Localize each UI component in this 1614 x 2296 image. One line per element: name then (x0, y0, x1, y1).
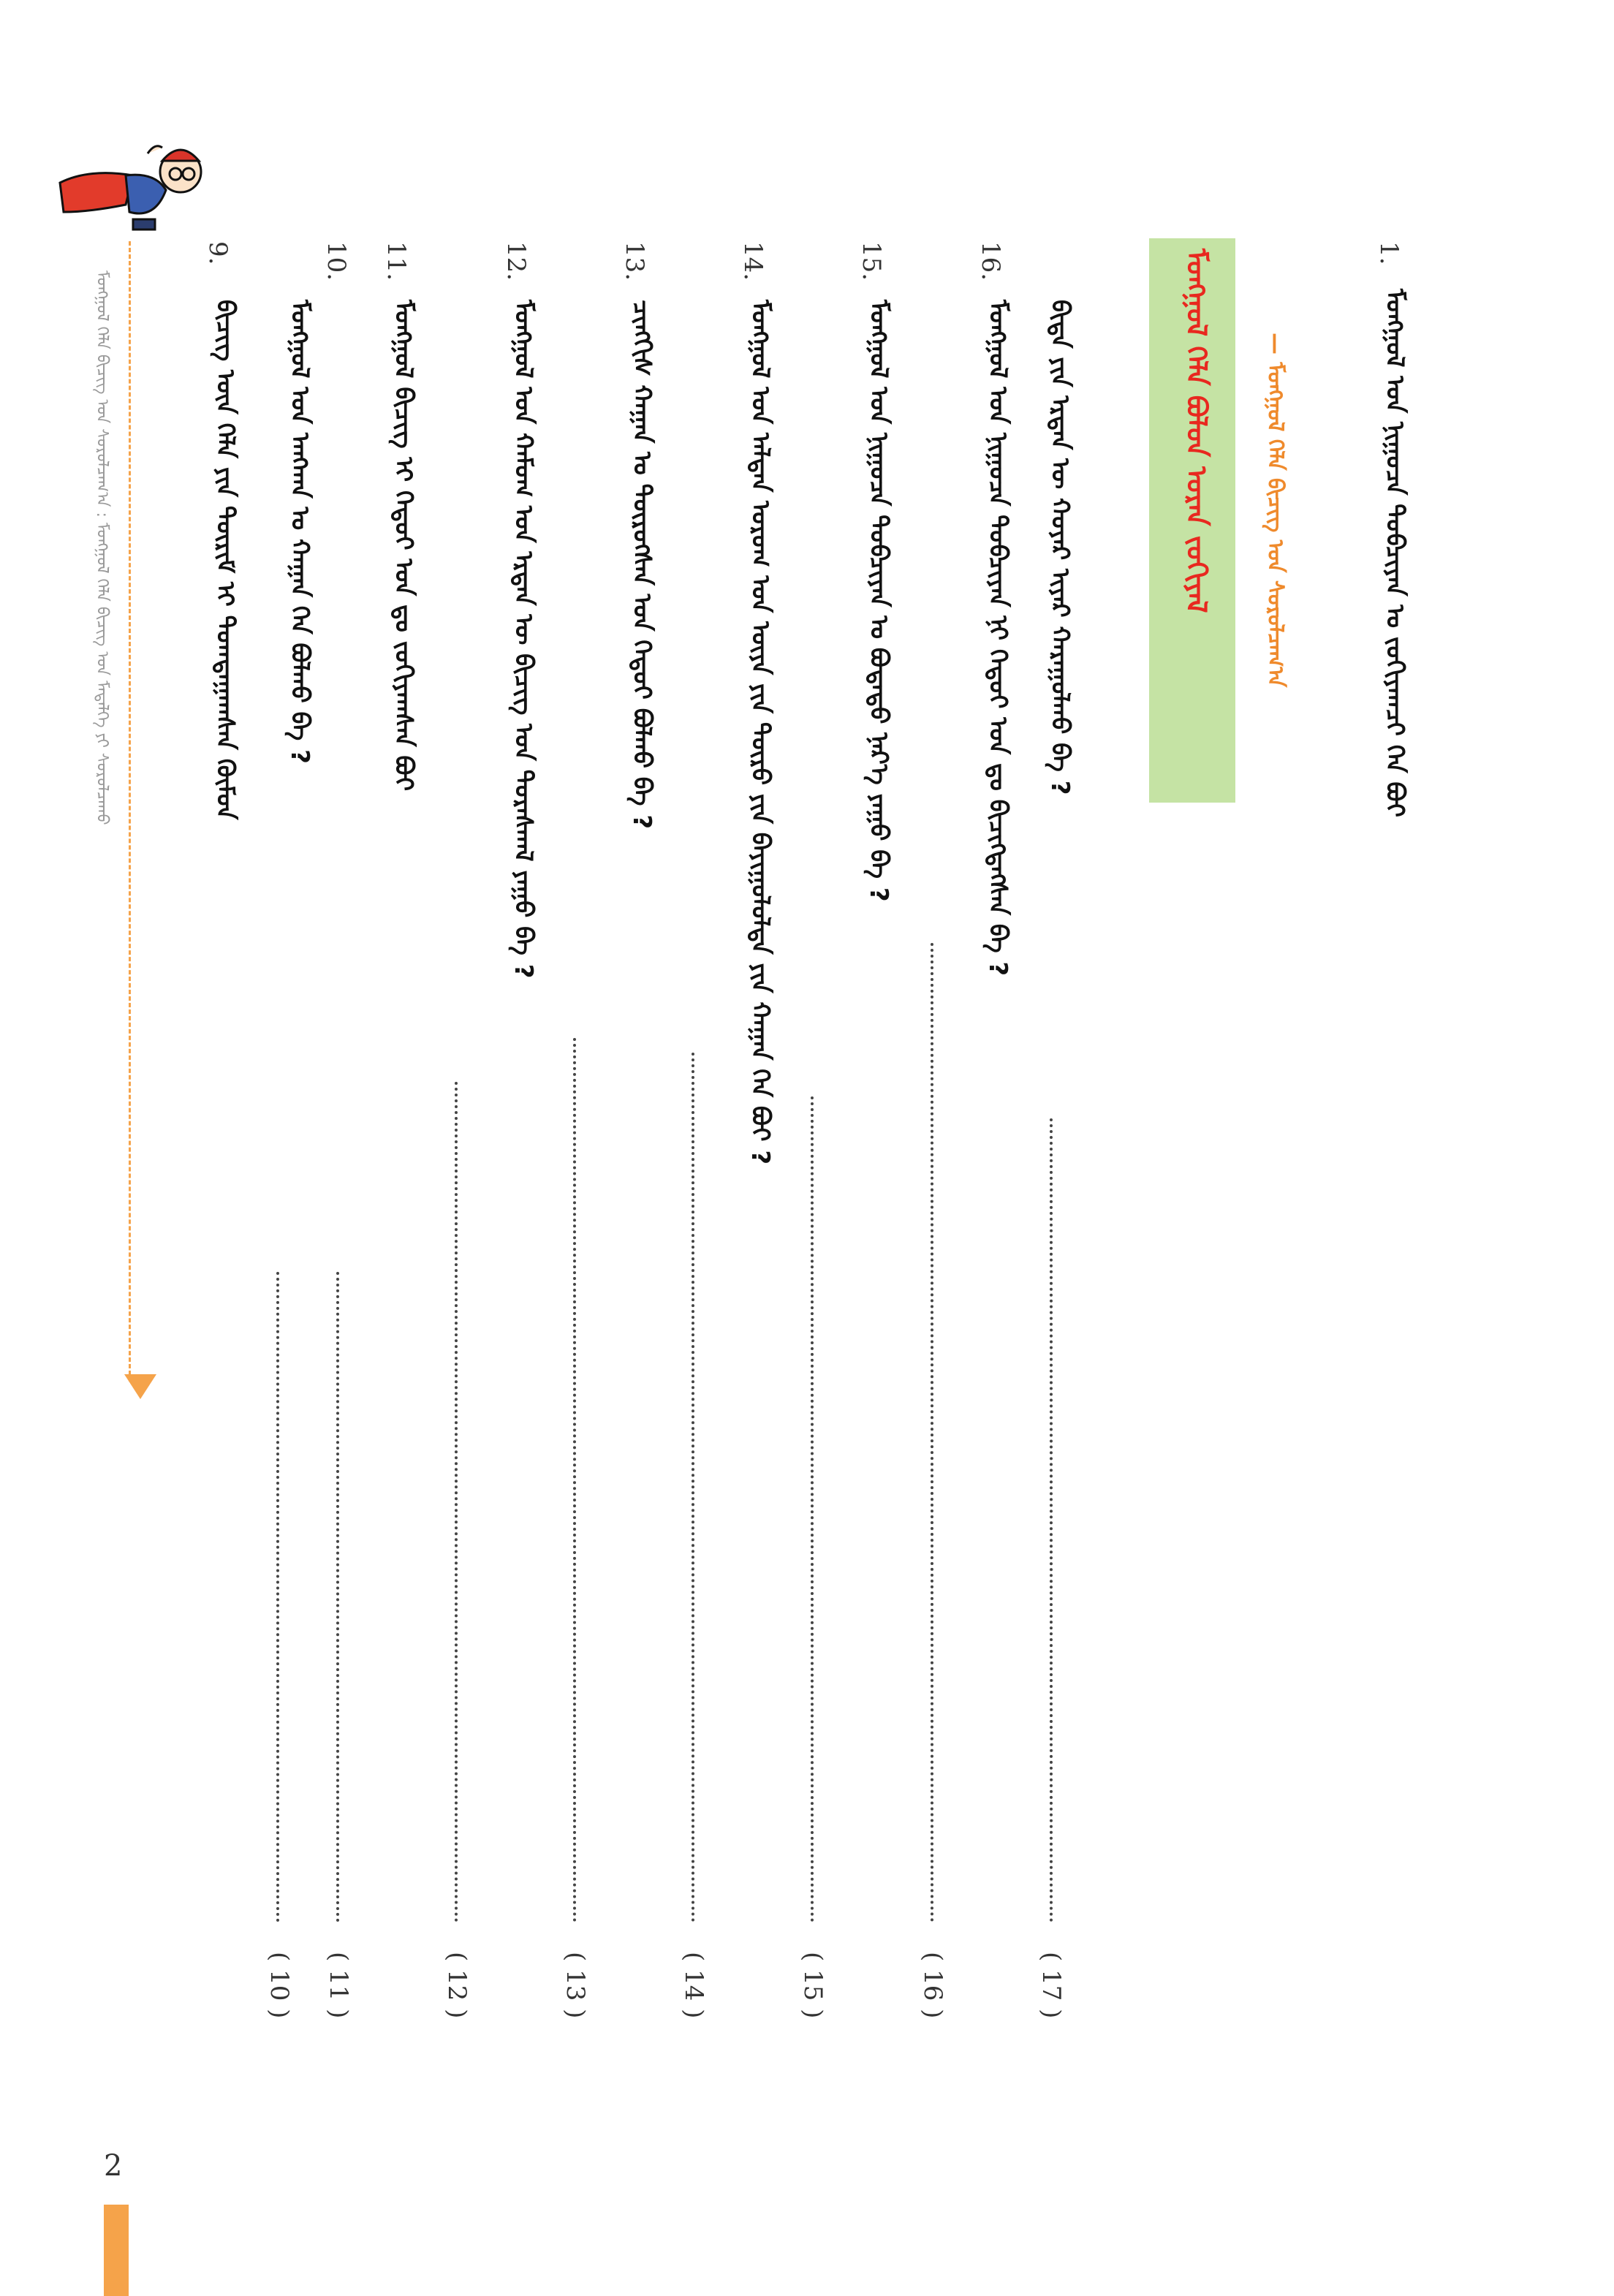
question-number: 10. (322, 241, 351, 281)
answer-number: ( 11 ) (324, 1952, 353, 2019)
question-text: ᠮᠣᠩᠭᠣᠯ ᠤᠨ ᠠᠯᠲᠠᠨ ᠤᠷᠤᠭ ᠤᠨ ᠦᠶᠡ ᠶᠢᠨ ᠲᠦᠷᠦ ᠶᠢᠨ ᠪᠠᠶᠢᠭᠤᠯᠤᠯᠲᠠ ᠶᠢᠨ ᠬᠠᠭᠠᠨ ᠬᠡᠨ ᠪᠤᠢ ? (746, 300, 775, 1165)
question-text: ᠮᠣᠩᠭᠣᠯ ᠤᠨ ᠨᠢᠭᠤᠴᠠ ᠲᠣᠪᠴᠢᠶᠠᠨ ᠨᠢ ᠬᠡᠳᠦᠢ ᠣᠨ ᠳᠤ ᠪᠢᠴᠢᠭᠳᠡᠭᠰᠡᠨ ᠪᠡ ? (983, 300, 1012, 977)
question-text: ᠪᠢᠴᠢᠭ ᠦᠨ ᠬᠡᠯᠡ ᠶᠢᠨ ᠳᠦᠷᠢᠮ ᠢ ᠲᠣᠭᠲᠠᠭᠠᠭᠰᠠᠨ ᠬᠦᠮᠦᠨ (211, 300, 240, 820)
page-title: ᠮᠣᠩᠭᠣᠯ ᠬᠡᠯᠡ ᠪᠣᠯᠣᠨ ᠤᠷᠠᠨ ᠵᠣᠬᠢᠶᠠᠯ (1181, 249, 1213, 613)
question-number: 9. (203, 241, 232, 265)
answer-line[interactable] (455, 1082, 458, 1922)
question-text: ᠮᠣᠩᠭᠣᠯ ᠤᠨ ᠨᠢᠭᠤᠴᠠ ᠲᠣᠪᠴᠢᠶᠠᠨ ᠤ ᠪᠣᠳᠠᠲᠤ ᠨᠡᠷ᠎ᠡ ᠶᠠᠭᠤ ᠪᠡ ? (864, 300, 893, 902)
triangle-arrow-icon (124, 1374, 156, 1399)
answer-line[interactable] (1050, 1118, 1053, 1922)
question-text: ᠪᠢᠳᠡ ᠶᠢᠨ ᠡᠷᠲᠡᠨ ᠦ ᠬᠣᠶᠠᠷ ᠢᠶᠡᠷ ᠬᠠᠷᠠᠭᠤᠯᠬᠤ ᠪᠡ ? (1045, 300, 1075, 795)
question-text: ᠮᠣᠩᠭᠣᠯ ᠤᠨ ᠠᠩᠬᠠᠨ ᠤ ᠬᠠᠭᠠᠨ ᠬᠡᠨ ᠪᠣᠯᠬᠤ ᠪᠡ ? (285, 300, 314, 764)
question-number: 12. (501, 241, 531, 281)
footer-caption: ᠮᠣᠩᠭᠣᠯ ᠬᠡᠯᠡ ᠪᠢᠴᠢᠭ ᠤᠨ ᠰᠤᠷᠤᠯᠴᠠᠭ᠎ᠠ : ᠮᠣᠩᠭᠣᠯ ᠬᠡᠯᠡ ᠪᠢᠴᠢᠭ ᠤᠨ ᠮᠡᠳᠡᠯᠭᠡ ᠶᠢ ᠰᠤᠷᠤᠯᠴᠠᠬᠤ (93, 270, 111, 825)
answer-line[interactable] (336, 1272, 339, 1922)
answer-number: ( 14 ) (679, 1952, 708, 2019)
answer-number: ( 17 ) (1037, 1952, 1066, 2019)
page-number: 2 (104, 2149, 123, 2183)
answer-number: ( 16 ) (918, 1952, 947, 2019)
question-text: ᠮᠣᠩᠭᠣᠯ ᠪᠢᠴᠢᠭ ᠢ ᠬᠡᠳᠦᠢ ᠣᠨ ᠳᠤ ᠵᠣᠬᠢᠶᠠᠭᠰᠠᠨ ᠪᠤᠢ (389, 300, 418, 792)
question-number: 15. (857, 241, 886, 281)
answer-line[interactable] (811, 1096, 814, 1922)
question-text: ᠮᠣᠩᠭᠣᠯ ᠤᠨ ᠬᠠᠮᠤᠭ ᠤᠨ ᠡᠷᠲᠡᠨ ᠦ ᠪᠢᠴᠢᠭ ᠤᠨ ᠳᠤᠷᠠᠰᠬᠠᠯ ᠶᠠᠭᠤ ᠪᠡ ? (509, 300, 538, 979)
page-tab (104, 2205, 129, 2296)
question-number: 16. (976, 241, 1005, 281)
answer-number: ( 13 ) (561, 1952, 590, 2019)
question-number: 11. (382, 241, 411, 281)
question-text: ᠴᠢᠩᠭᠢᠰ ᠬᠠᠭᠠᠨ ᠤ ᠲᠦᠷᠦᠭᠰᠡᠨ ᠣᠨ ᠬᠡᠳᠦᠢ ᠪᠣᠯᠬᠤ ᠪᠡ ? (627, 300, 656, 830)
question-number: 1. (1374, 241, 1403, 265)
answer-number: ( 15 ) (798, 1952, 827, 2019)
answer-line[interactable] (573, 1038, 576, 1922)
question-number: 13. (620, 241, 649, 281)
question-text: ᠮᠣᠩᠭᠣᠯ ᠤᠨ ᠨᠢᠭᠤᠴᠠ ᠲᠣᠪᠴᠢᠶᠠᠨ ᠤ ᠵᠣᠬᠢᠶᠠᠭᠴᠢ ᠬᠡᠨ ᠪᠤᠢ (1380, 289, 1409, 818)
answer-line[interactable] (692, 1053, 694, 1922)
dashed-guide (129, 241, 131, 1382)
answer-number: ( 12 ) (442, 1952, 471, 2019)
mascot-illustration (45, 132, 206, 249)
answer-line[interactable] (931, 943, 933, 1922)
question-number: 14. (738, 241, 768, 281)
answer-number: ( 10 ) (265, 1952, 294, 2019)
page-subtitle: — ᠮᠣᠩᠭᠣᠯ ᠬᠡᠯᠡ ᠪᠢᠴᠢᠭ ᠤᠨ ᠰᠤᠷᠤᠯᠴᠠᠭ᠎ᠠ (1262, 333, 1288, 688)
answer-line[interactable] (276, 1272, 279, 1922)
